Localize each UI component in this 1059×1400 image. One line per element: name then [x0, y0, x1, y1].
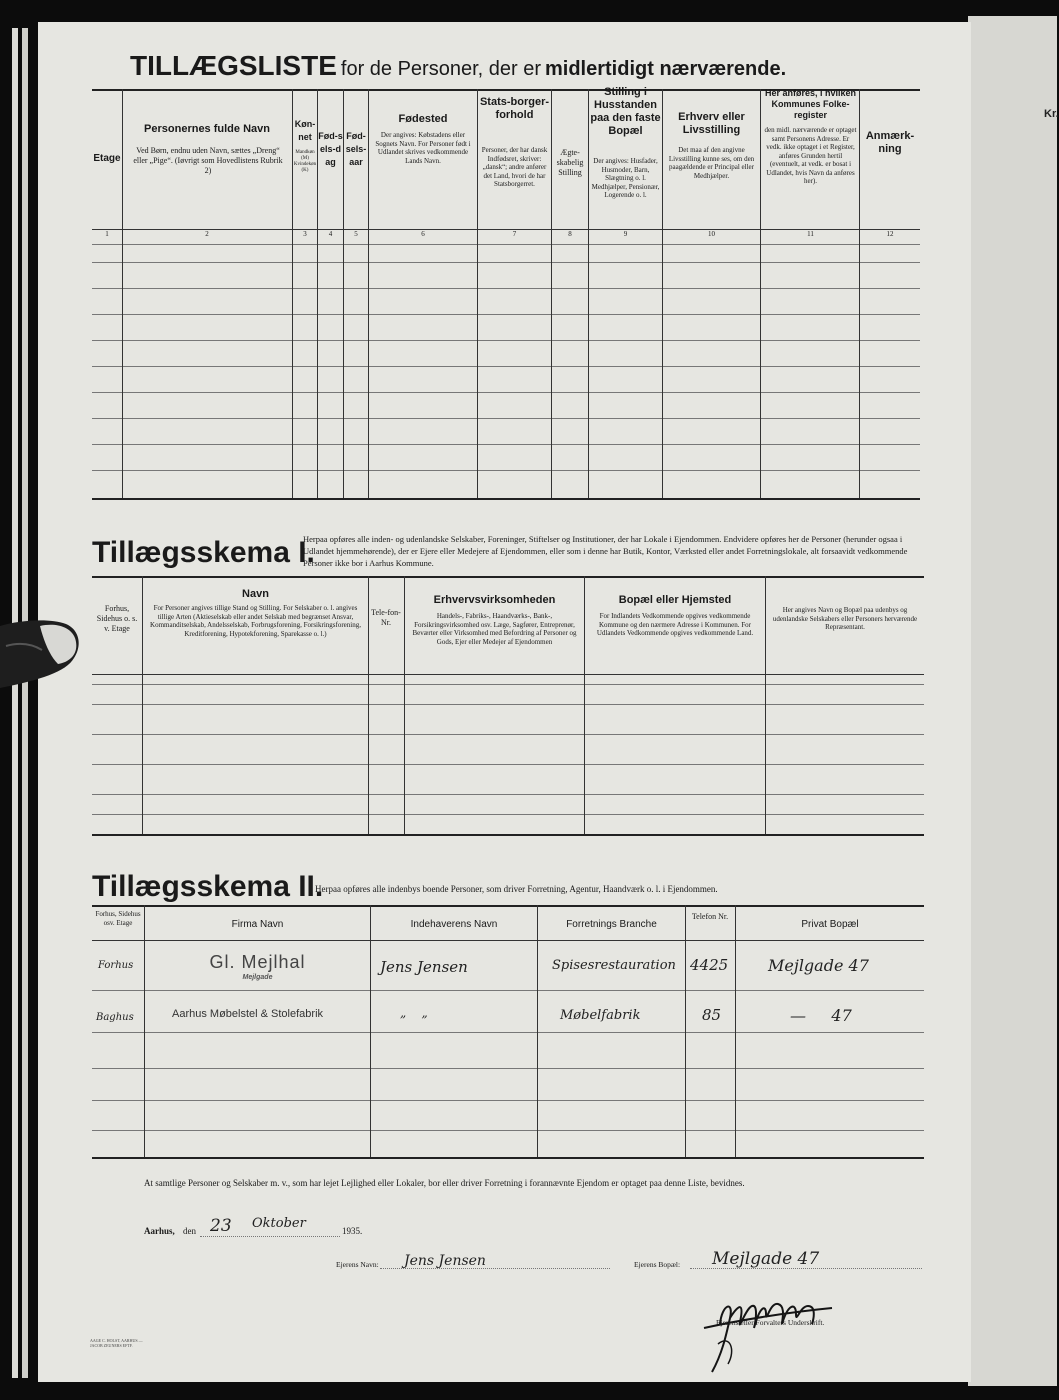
signature [700, 1284, 840, 1376]
adjacent-page-text: Kr. [1044, 108, 1059, 120]
col-num: 3 [303, 230, 307, 238]
footer-year: 1935. [342, 1226, 363, 1236]
cell-bopael: — 47 [790, 1006, 852, 1025]
printer-mark: AAGE C. HOLST, AARHUS — JACOB ZEUNERS EFTF. [90, 1338, 143, 1348]
page-edge [12, 28, 18, 1378]
skema1-col-erhverv-title: Erhvervsvirksomheden [433, 594, 556, 606]
skema1-col-navn-title: Navn [242, 588, 269, 600]
col-register-desc: den midl. nærværende er optaget samt Personens Adresse. Er vedk. ikke optaget i et Register, anføres Grunden hertil (eventuelt, at vedk. er bosat i Udlandet, hvis Navn da anføres her). [764, 126, 857, 185]
col-birthplace-desc: Der angives: Købstadens eller Sognets Navn. For Personer født i Udlandet skrives vedkommende Lands Navn. [375, 131, 471, 165]
col-occupation-title: Erhverv eller Livsstilling [678, 111, 745, 136]
footer-city: Aarhus, [144, 1226, 175, 1236]
col-birthyear-title: Fød-sels-aar [345, 131, 367, 167]
col-citizenship-desc: Personer, der har dansk Indfødsret, skriver: „dansk“; andre anfører det Land, hvori de har Statsborgerret. [481, 146, 548, 188]
cell-firma: Aarhus Møbelstel & Stolefabrik [172, 1008, 324, 1020]
title-bold: midlertidigt nærværende. [545, 58, 787, 80]
col-citizenship-title: Stats-borger-forhold [479, 96, 550, 121]
skema1-col-navn-desc: For Personer angives tillige Stand og Stilling. For Selskaber o. l. angives tillige Arten (Aktieselskab eller andet Selskab med begrænset Ansvar, Kommanditselskab, Andelsselskab, Forbrugsforening, Forsikringsforening, Kreditforening, Hypotekforening, Sparekasse o. l.) [150, 604, 361, 638]
col-position-desc: Der angives: Husfader, Husmoder, Barn, Slægtning o. l. Medhjælper, Pensionær, Logerende o. l. [591, 157, 660, 199]
skema1-col-telefon: Tele-fon-Nr. [371, 608, 401, 627]
skema2-col-indehaver: Indehaverens Navn [410, 919, 498, 930]
cell-indehaver: Jens Jensen [380, 958, 468, 976]
footer-month: Oktober [252, 1216, 306, 1231]
adjacent-page [968, 16, 1057, 1386]
cell-telefon: 4425 [690, 956, 729, 974]
skema2-col-bopael: Privat Bopæl [801, 919, 859, 930]
title-main: TILLÆGSLISTE [130, 50, 337, 81]
skema1-col-etage: Forhus, Sidehus o. s. v. Etage [96, 604, 138, 633]
footer-statement: At samtlige Personer og Selskaber m. v., som har lejet Lejlighed eller Lokaler, bor eller driver Forretning i forannævnte Ejendom er optaget paa denne Liste, bevidnes. [144, 1178, 745, 1188]
col-num: 11 [807, 230, 814, 238]
col-num: 8 [568, 230, 572, 238]
col-sex-desc: Mandkøn (M) Kvindekøn (K) [293, 150, 317, 173]
skema1-col-erhverv-desc: Handels-, Fabriks-, Haandværks-, Bank-, Forsikringsvirksomhed osv. Læge, Sagfører, Entreprenør, Beværter eller Virksomhed med Befordring af Personer og Gods, Ejer eller Medejer af Ejendommen [412, 612, 577, 646]
cell-indehaver: „ „ [400, 1006, 428, 1020]
skema2-col-etage: Forhus, Sidehus osv. Etage [95, 910, 141, 927]
col-num: 7 [512, 230, 517, 238]
skema1-title: Tillægsskema I. [92, 536, 315, 569]
col-name-title: Personernes fulde Navn [144, 123, 270, 135]
finger-artifact [0, 616, 84, 694]
col-sex-title: Køn-net [294, 119, 316, 142]
footer-den: den [183, 1226, 196, 1236]
cell-etage: Baghus [96, 1012, 134, 1023]
cell-etage: Forhus [98, 960, 134, 971]
col-marital-title: Ægte-skabelig Stilling [556, 148, 584, 177]
cell-firma: Gl. Mejlhal [209, 952, 306, 972]
skema1-col-repr: Her angives Navn og Bopæl paa udenbys og udenlandske Selskabers eller Personers herværende Repræsentant. [772, 606, 918, 631]
footer-day: 23 [210, 1216, 232, 1236]
skema1-intro: Herpaa opføres alle inden- og udenlandske Selskaber, Foreninger, Stiftelser og Institutioner, der har Lokale i Ejendommen. Endvidere opføres her de Personer (herunder ogsaa i Udlandet hjemmehørende), der er Ejere eller Medejere af Ejendommen, eller som i denne har Butik, Kontor, Værksted eller andet Forretningslokale, alt forsaavidt vedkommende Personer ikke bor i Aarhus Kommune. [303, 534, 908, 568]
col-num: 2 [205, 230, 209, 238]
col-remarks-title: Anmærk-ning [865, 130, 915, 155]
col-num: 5 [354, 230, 358, 238]
cell-telefon: 85 [702, 1006, 722, 1024]
skema2-col-telefon: Telefon Nr. [691, 912, 729, 921]
skema2-title: Tillægsskema II. [92, 870, 324, 903]
form-title [130, 50, 786, 82]
owner-address: Mejlgade 47 [712, 1249, 820, 1269]
owner-address-label: Ejerens Bopæl: [634, 1260, 681, 1269]
col-num: 1 [105, 230, 109, 238]
cell-firma-sub: Mejlgade [242, 974, 273, 981]
title-rest: for de Personer, der er [340, 58, 541, 80]
owner-name-label: Ejerens Navn: [336, 1260, 379, 1269]
owner-name: Jens Jensen [404, 1253, 486, 1269]
skema2-col-branche: Forretnings Branche [566, 919, 657, 930]
cell-bopael: Mejlgade 47 [768, 956, 869, 975]
skema2-col-firma: Firma Navn [231, 919, 284, 930]
skema2-intro: Herpaa opføres alle indenbys boende Personer, som driver Forretning, Agentur, Haandværk o. l. i Ejendommen. [315, 884, 718, 894]
col-etage-title: Etage [93, 153, 121, 164]
col-birthday-title: Fød-sels-dag [318, 131, 343, 167]
col-name-desc: Ved Børn, endnu uden Navn, sættes „Dreng“ eller „Pige“. (Iøvrigt som Hovedlistens Rubrik 2) [133, 146, 283, 175]
cell-branche: Møbelfabrik [560, 1008, 641, 1023]
col-birthplace-title: Fødested [398, 113, 448, 125]
skema1-col-bopael-desc: For Indlandets Vedkommende opgives vedkommende Kommune og den nærmere Adresse i Kommunen. For Udlandets Vedkommende opgives vedkommende Land. [596, 612, 754, 637]
col-register-title: Her anføres, i hvilken Kommunes Folke-register [764, 88, 857, 120]
col-num: 10 [708, 230, 715, 238]
cell-branche: Spisesrestauration [552, 958, 676, 973]
skema1-col-bopael-title: Bopæl eller Hjemsted [618, 594, 732, 606]
col-num: 4 [328, 230, 333, 238]
page-edge [22, 28, 28, 1378]
col-num: 6 [421, 230, 425, 238]
signature-label: Ejerens eller Forvalters Underskrift. [716, 1318, 825, 1327]
col-position-title: Stilling i Husstanden paa den faste Bopæl [590, 86, 661, 137]
col-num: 12 [886, 230, 894, 238]
col-occupation-desc: Det maa af den angivne Livsstilling kunne ses, om den paagældende er Principal eller Medhjælper. [668, 146, 755, 180]
col-num: 9 [623, 230, 628, 238]
